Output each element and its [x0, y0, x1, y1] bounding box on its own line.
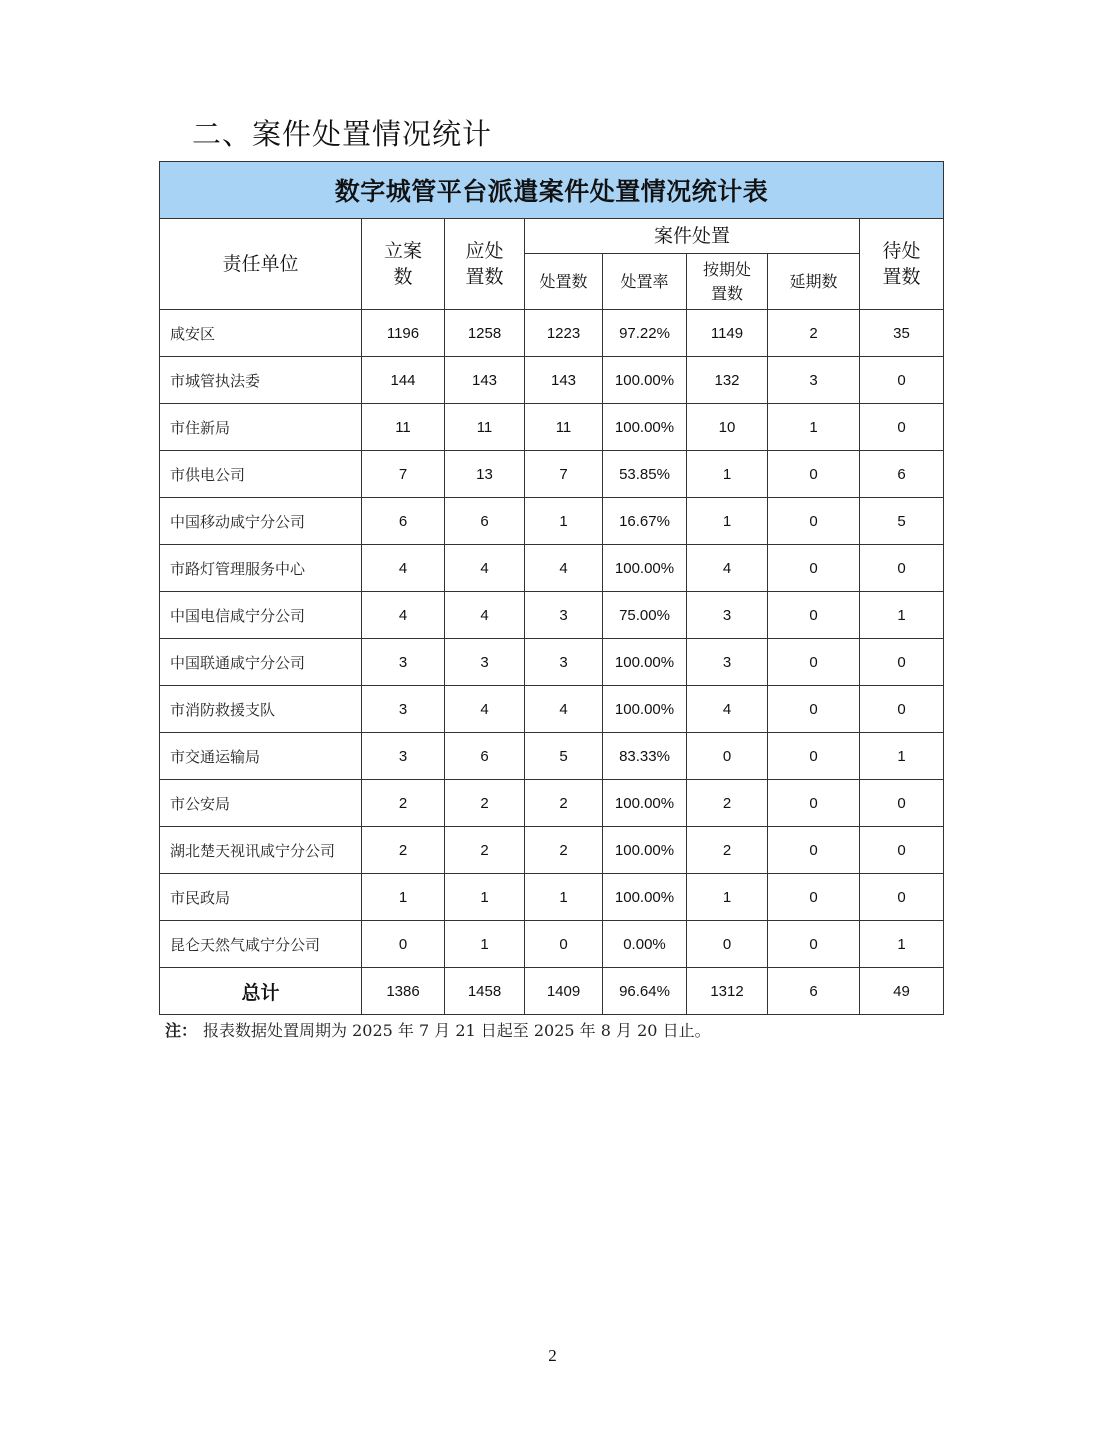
header-disposed: 处置数	[525, 254, 603, 310]
cell-rate: 16.67%	[603, 498, 687, 545]
cell-due: 4	[445, 592, 525, 639]
cell-pending: 1	[860, 592, 944, 639]
cell-filed: 2	[362, 827, 445, 874]
cell-on-time: 0	[687, 921, 768, 968]
cell-disposed: 4	[525, 686, 603, 733]
cell-due: 4	[445, 686, 525, 733]
cell-disposed: 1	[525, 498, 603, 545]
total-label: 总计	[160, 968, 362, 1015]
cell-rate: 97.22%	[603, 310, 687, 357]
header-due-text: 应处置数	[465, 240, 504, 288]
header-due	[445, 219, 525, 310]
cell-unit: 市消防救援支队	[160, 686, 362, 733]
cell-on-time: 1149	[687, 310, 768, 357]
cell-unit: 市住新局	[160, 404, 362, 451]
cell-delayed: 0	[768, 921, 860, 968]
cell-filed: 3	[362, 686, 445, 733]
case-disposal-table	[159, 161, 944, 1015]
header-on-time-text: 按期处置数	[702, 259, 751, 303]
cell-delayed: 0	[768, 780, 860, 827]
cell-due: 3	[445, 639, 525, 686]
cell-on-time: 3	[687, 592, 768, 639]
cell-rate: 100.00%	[603, 827, 687, 874]
header-disposal-group: 案件处置	[525, 219, 860, 254]
cell-filed: 144	[362, 357, 445, 404]
cell-disposed: 2	[525, 780, 603, 827]
cell-on-time: 3	[687, 639, 768, 686]
cell-filed: 1	[362, 874, 445, 921]
cell-disposed: 3	[525, 639, 603, 686]
table-row	[160, 780, 944, 827]
cell-filed: 7	[362, 451, 445, 498]
table-row	[160, 827, 944, 874]
table-note	[165, 1018, 711, 1041]
cell-unit: 市城管执法委	[160, 357, 362, 404]
cell-disposed: 7	[525, 451, 603, 498]
cell-pending: 0	[860, 780, 944, 827]
table-row	[160, 639, 944, 686]
cell-disposed: 0	[525, 921, 603, 968]
note-label: 注：	[165, 1021, 198, 1040]
header-filed	[362, 219, 445, 310]
cell-filed: 4	[362, 545, 445, 592]
cell-rate: 83.33%	[603, 733, 687, 780]
cell-disposed: 4	[525, 545, 603, 592]
cell-unit: 市供电公司	[160, 451, 362, 498]
cell-due: 1	[445, 874, 525, 921]
cell-unit: 市公安局	[160, 780, 362, 827]
cell-unit: 市民政局	[160, 874, 362, 921]
cell-delayed: 0	[768, 733, 860, 780]
header-pending-text: 待处置数	[882, 240, 921, 288]
table-row	[160, 404, 944, 451]
cell-filed: 11	[362, 404, 445, 451]
cell-rate: 53.85%	[603, 451, 687, 498]
total-filed: 1386	[362, 968, 445, 1015]
cell-disposed: 5	[525, 733, 603, 780]
cell-filed: 1196	[362, 310, 445, 357]
cell-delayed: 0	[768, 639, 860, 686]
cell-disposed: 11	[525, 404, 603, 451]
cell-delayed: 0	[768, 874, 860, 921]
cell-rate: 75.00%	[603, 592, 687, 639]
header-unit: 责任单位	[160, 219, 362, 310]
header-pending	[860, 219, 944, 310]
total-on-time: 1312	[687, 968, 768, 1015]
table-row	[160, 686, 944, 733]
cell-unit: 昆仑天然气咸宁分公司	[160, 921, 362, 968]
cell-pending: 35	[860, 310, 944, 357]
note-text: 报表数据处置周期为 2025 年 7 月 21 日起至 2025 年 8 月 20 日止。	[203, 1021, 711, 1040]
table-row	[160, 498, 944, 545]
cell-delayed: 0	[768, 592, 860, 639]
header-rate: 处置率	[603, 254, 687, 310]
cell-delayed: 2	[768, 310, 860, 357]
cell-disposed: 1223	[525, 310, 603, 357]
header-on-time	[687, 254, 768, 310]
cell-rate: 100.00%	[603, 874, 687, 921]
cell-on-time: 4	[687, 686, 768, 733]
cell-due: 2	[445, 780, 525, 827]
cell-delayed: 1	[768, 404, 860, 451]
table-row	[160, 921, 944, 968]
cell-pending: 6	[860, 451, 944, 498]
cell-delayed: 0	[768, 686, 860, 733]
cell-unit: 中国移动咸宁分公司	[160, 498, 362, 545]
cell-unit: 中国电信咸宁分公司	[160, 592, 362, 639]
cell-delayed: 3	[768, 357, 860, 404]
header-filed-text: 立案数	[383, 240, 422, 288]
cell-disposed: 1	[525, 874, 603, 921]
cell-filed: 3	[362, 639, 445, 686]
cell-pending: 5	[860, 498, 944, 545]
cell-due: 2	[445, 827, 525, 874]
cell-disposed: 3	[525, 592, 603, 639]
table-row	[160, 310, 944, 357]
cell-pending: 0	[860, 639, 944, 686]
cell-unit: 市交通运输局	[160, 733, 362, 780]
cell-on-time: 132	[687, 357, 768, 404]
cell-on-time: 2	[687, 827, 768, 874]
total-disposed: 1409	[525, 968, 603, 1015]
cell-delayed: 0	[768, 827, 860, 874]
cell-pending: 0	[860, 874, 944, 921]
table-row	[160, 545, 944, 592]
cell-unit: 中国联通咸宁分公司	[160, 639, 362, 686]
cell-filed: 3	[362, 733, 445, 780]
cell-delayed: 0	[768, 498, 860, 545]
cell-filed: 4	[362, 592, 445, 639]
cell-pending: 0	[860, 827, 944, 874]
section-heading: 二、案件处置情况统计	[192, 117, 493, 151]
total-due: 1458	[445, 968, 525, 1015]
cell-rate: 0.00%	[603, 921, 687, 968]
cell-on-time: 2	[687, 780, 768, 827]
page-number: 2	[548, 1346, 557, 1365]
total-rate: 96.64%	[603, 968, 687, 1015]
cell-pending: 0	[860, 404, 944, 451]
table-row	[160, 592, 944, 639]
cell-due: 143	[445, 357, 525, 404]
cell-rate: 100.00%	[603, 357, 687, 404]
total-delayed: 6	[768, 968, 860, 1015]
cell-rate: 100.00%	[603, 545, 687, 592]
total-pending: 49	[860, 968, 944, 1015]
cell-due: 6	[445, 733, 525, 780]
cell-disposed: 2	[525, 827, 603, 874]
cell-unit: 咸安区	[160, 310, 362, 357]
cell-rate: 100.00%	[603, 686, 687, 733]
cell-on-time: 1	[687, 874, 768, 921]
cell-pending: 0	[860, 545, 944, 592]
header-delayed: 延期数	[768, 254, 860, 310]
cell-pending: 1	[860, 733, 944, 780]
cell-pending: 0	[860, 357, 944, 404]
cell-pending: 1	[860, 921, 944, 968]
cell-rate: 100.00%	[603, 780, 687, 827]
cell-due: 11	[445, 404, 525, 451]
cell-on-time: 1	[687, 451, 768, 498]
cell-rate: 100.00%	[603, 404, 687, 451]
cell-unit: 湖北楚天视讯咸宁分公司	[160, 827, 362, 874]
cell-pending: 0	[860, 686, 944, 733]
cell-on-time: 1	[687, 498, 768, 545]
cell-delayed: 0	[768, 451, 860, 498]
cell-disposed: 143	[525, 357, 603, 404]
cell-filed: 6	[362, 498, 445, 545]
table-row	[160, 733, 944, 780]
cell-on-time: 4	[687, 545, 768, 592]
cell-due: 1	[445, 921, 525, 968]
cell-on-time: 10	[687, 404, 768, 451]
cell-due: 6	[445, 498, 525, 545]
cell-due: 13	[445, 451, 525, 498]
cell-rate: 100.00%	[603, 639, 687, 686]
cell-unit: 市路灯管理服务中心	[160, 545, 362, 592]
table-row	[160, 874, 944, 921]
table-row	[160, 357, 944, 404]
cell-delayed: 0	[768, 545, 860, 592]
total-row	[160, 968, 944, 1015]
table-row	[160, 451, 944, 498]
cell-due: 1258	[445, 310, 525, 357]
cell-on-time: 0	[687, 733, 768, 780]
cell-filed: 0	[362, 921, 445, 968]
cell-due: 4	[445, 545, 525, 592]
table-title: 数字城管平台派遣案件处置情况统计表	[160, 162, 944, 219]
cell-filed: 2	[362, 780, 445, 827]
